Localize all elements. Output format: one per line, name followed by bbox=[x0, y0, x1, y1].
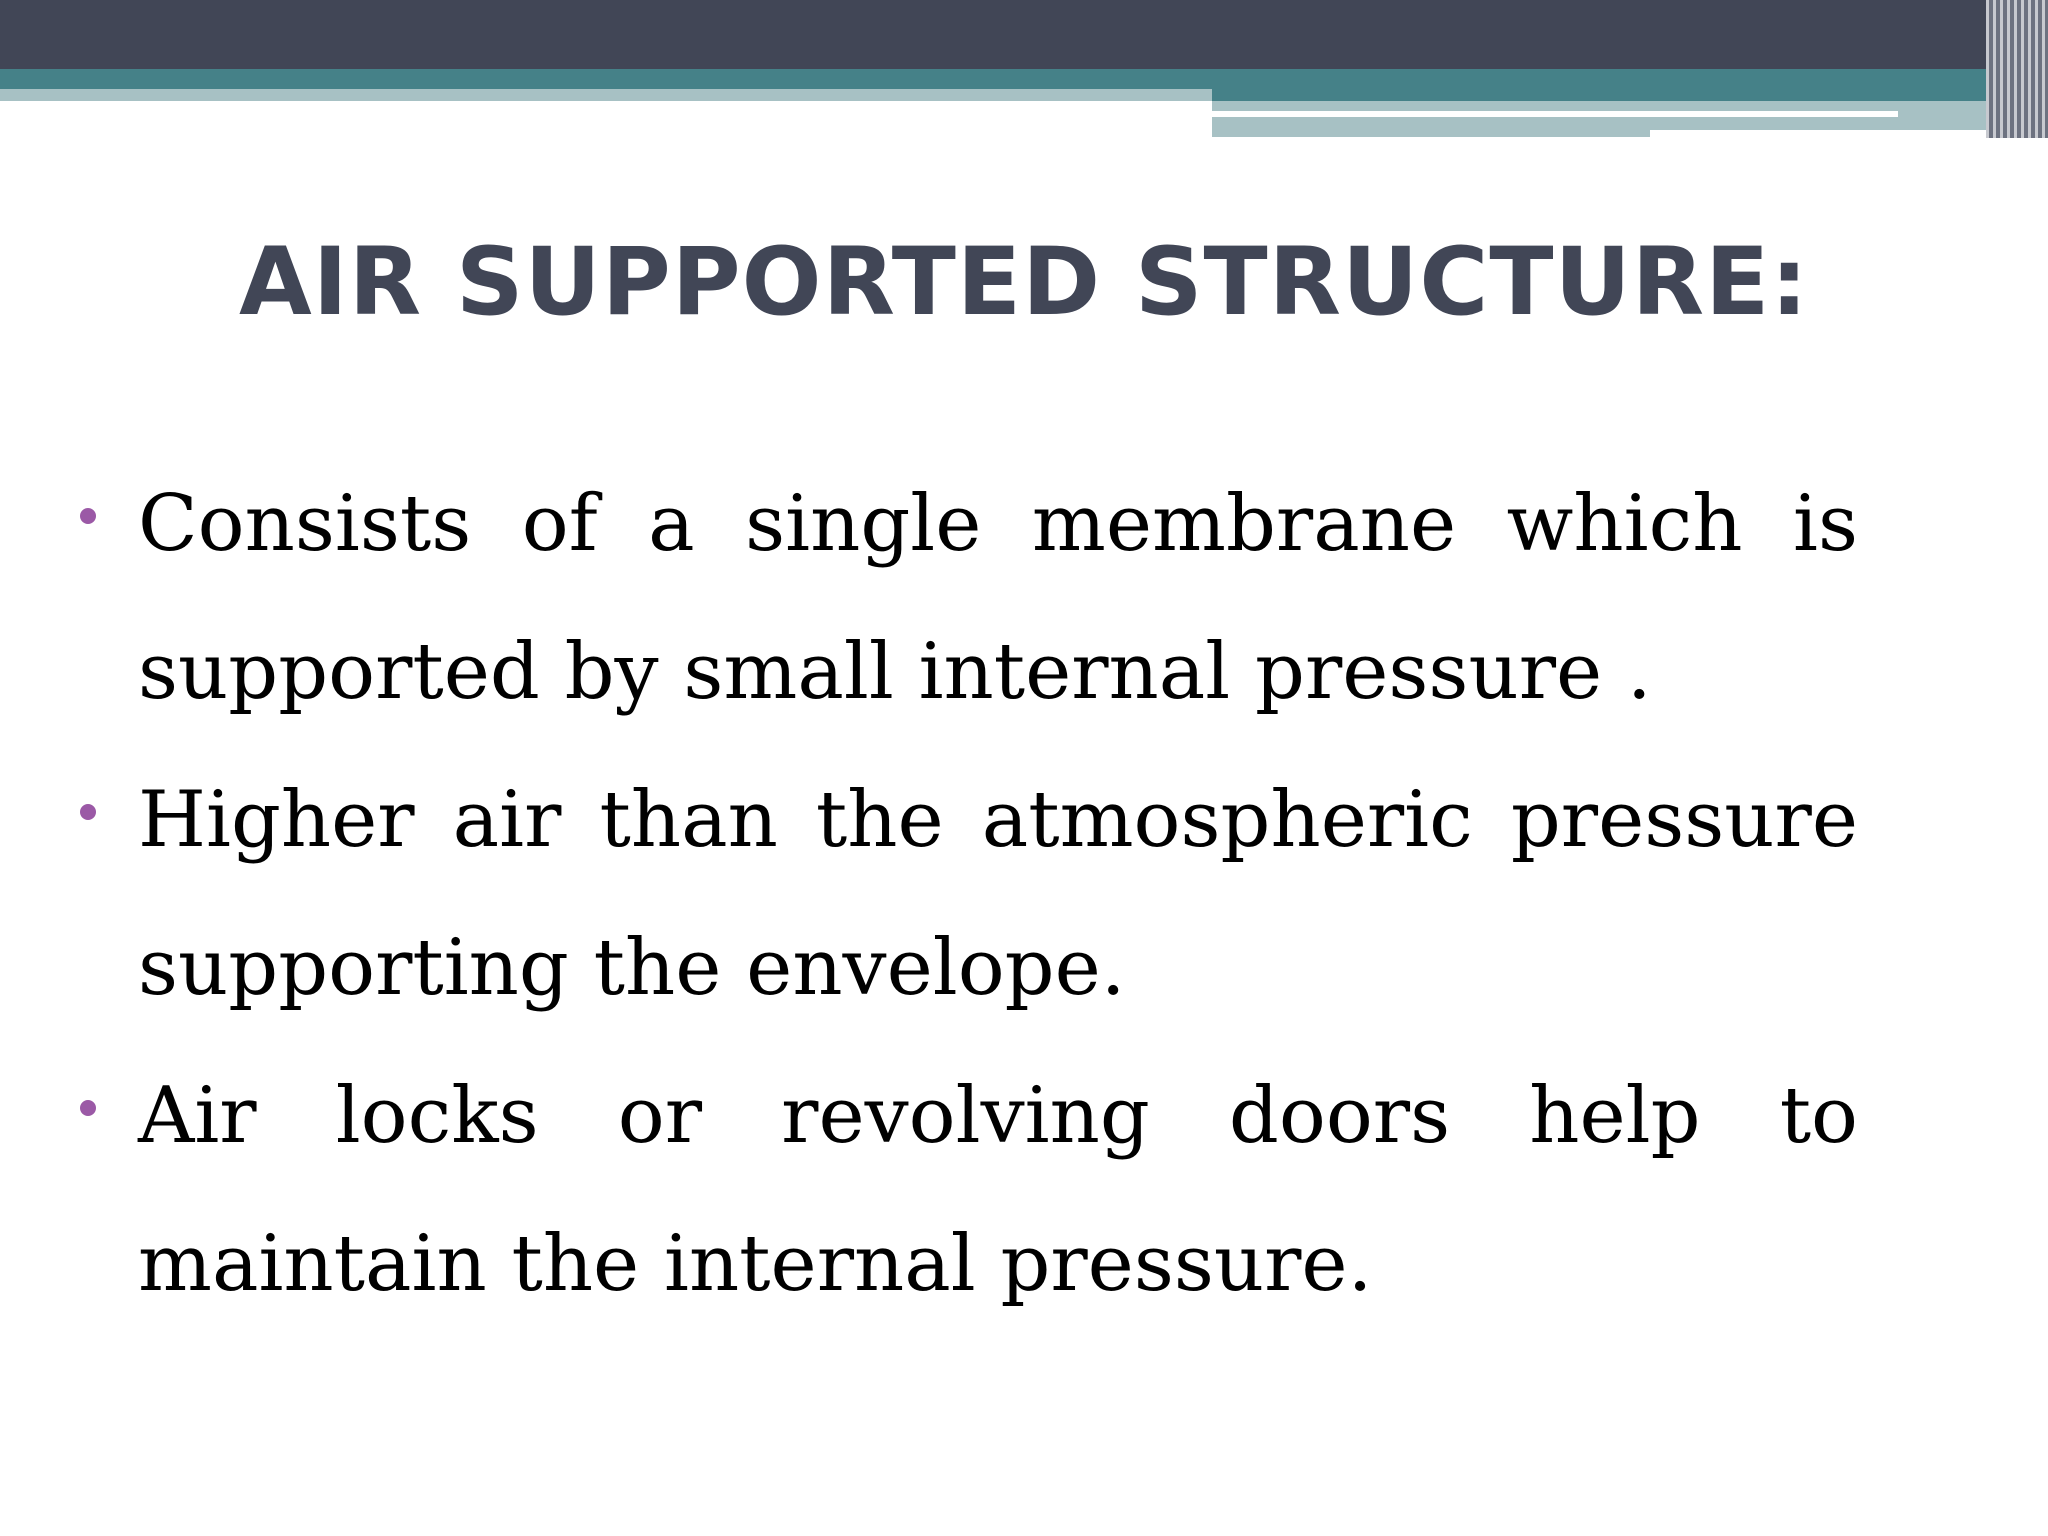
bullet-item bbox=[80, 1042, 1858, 1338]
bullet-dot-icon bbox=[80, 1100, 96, 1116]
bullet-text: Air locks or revolving doors help to maintain the internal pressure. bbox=[138, 1071, 1858, 1309]
bullet-item bbox=[80, 746, 1858, 1042]
header-band-dark bbox=[0, 0, 2048, 69]
bullet-text: Consists of a single membrane which is supported by small internal pressure . bbox=[138, 479, 1858, 717]
slide-title: AIR SUPPORTED STRUCTURE: bbox=[239, 228, 1809, 337]
bullet-dot-icon bbox=[80, 804, 96, 820]
bullet-item bbox=[80, 450, 1858, 746]
bullet-text: Higher air than the atmospheric pressure supporting the envelope. bbox=[138, 775, 1858, 1013]
bullet-list bbox=[80, 450, 1858, 1338]
bullet-dot-icon bbox=[80, 508, 96, 524]
header-band-teal-step bbox=[1212, 89, 2048, 101]
header-band-teal bbox=[0, 69, 2048, 89]
header-stripes bbox=[1986, 0, 2048, 138]
header-band-light-left bbox=[0, 89, 1212, 101]
header-white-line-2 bbox=[1650, 130, 2010, 137]
header-white-line bbox=[1212, 111, 1898, 117]
